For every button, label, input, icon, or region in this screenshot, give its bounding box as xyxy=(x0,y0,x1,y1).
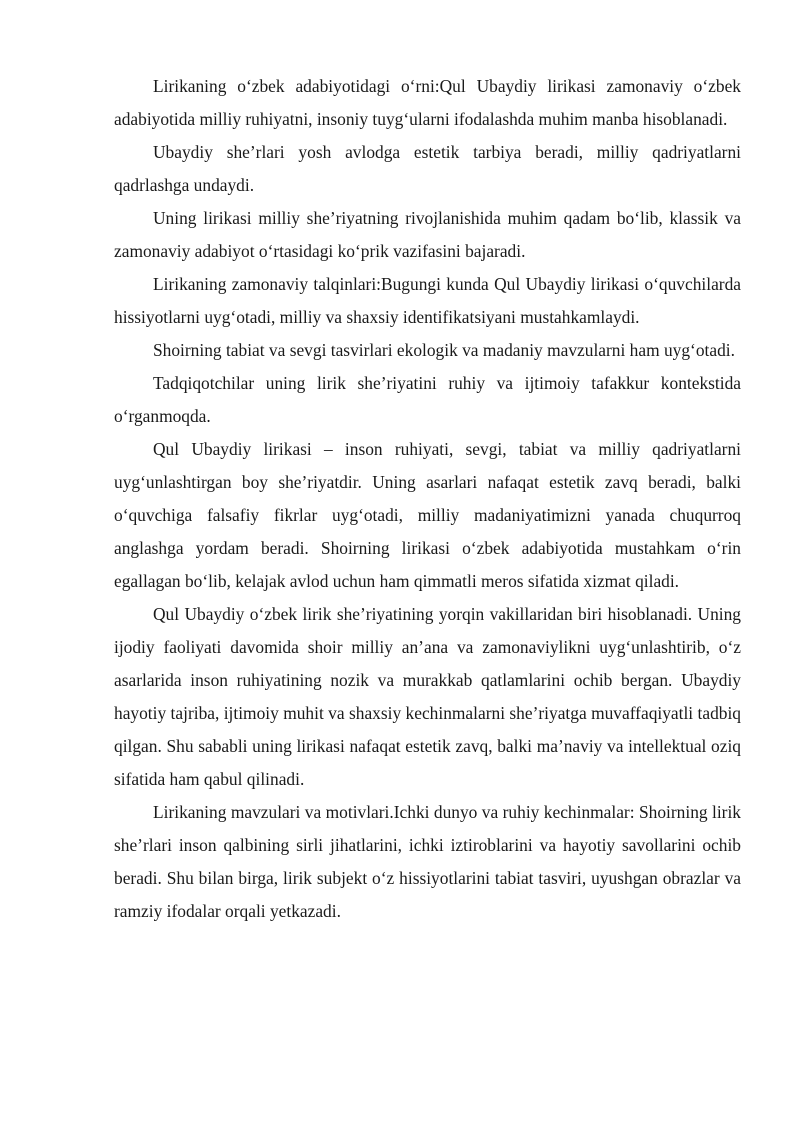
document-page xyxy=(114,70,741,928)
paragraph-1: Lirikaning o‘zbek adabiyotidagi o‘rni:Qul Ubaydiy lirikasi zamonaviy o‘zbek adabiyotida milliy ruhiyatni, insoniy tuyg‘ularni ifodalashda muhim manba hisoblanadi. xyxy=(114,76,741,129)
paragraph-4: Lirikaning zamonaviy talqinlari:Bugungi kunda Qul Ubaydiy lirikasi o‘quvchilarda hissiyotlarni uyg‘otadi, milliy va shaxsiy identifikatsiyani mustahkamlaydi. xyxy=(114,274,741,327)
paragraph-8: Qul Ubaydiy o‘zbek lirik she’riyatining yorqin vakillaridan biri hisoblanadi. Uning ijodiy faoliyati davomida shoir milliy an’ana va zamonaviylikni uyg‘unlashtirib, o‘z asarlarida inson ruhiyatining nozik va murakkab qatlamlarini ochib bergan. Ubaydiy hayotiy tajriba, ijtimoiy muhit va shaxsiy kechinmalarni she’riyatga muvaffaqiyatli tadbiq qilgan. Shu sababli uning lirikasi nafaqat estetik zavq, balki ma’naviy va intellektual oziq sifatida ham qabul qilinadi. xyxy=(114,604,741,789)
paragraph-2: Ubaydiy she’rlari yosh avlodga estetik tarbiya beradi, milliy qadriyatlarni qadrlashga undaydi. xyxy=(114,142,741,195)
paragraph-5: Shoirning tabiat va sevgi tasvirlari ekologik va madaniy mavzularni ham uyg‘otadi. xyxy=(153,340,735,360)
paragraph-7: Qul Ubaydiy lirikasi – inson ruhiyati, sevgi, tabiat va milliy qadriyatlarni uyg‘unlashtirgan boy she’riyatdir. Uning asarlari nafaqat estetik zavq beradi, balki o‘quvchiga falsafiy fikrlar uyg‘otadi, milliy madaniyatimizni yanada chuqurroq anglashga yordam beradi. Shoirning lirikasi o‘zbek adabiyotida mustahkam o‘rin egallagan bo‘lib, kelajak avlod uchun ham qimmatli meros sifatida xizmat qiladi. xyxy=(114,439,741,591)
paragraph-6: Tadqiqotchilar uning lirik she’riyatini ruhiy va ijtimoiy tafakkur kontekstida o‘rganmoqda. xyxy=(114,373,741,426)
paragraph-3: Uning lirikasi milliy she’riyatning rivojlanishida muhim qadam bo‘lib, klassik va zamonaviy adabiyot o‘rtasidagi ko‘prik vazifasini bajaradi. xyxy=(114,208,741,261)
paragraph-9: Lirikaning mavzulari va motivlari.Ichki dunyo va ruhiy kechinmalar: Shoirning lirik she’rlari inson qalbining sirli jihatlarini, ichki iztiroblarini va hayotiy savollarini ochib beradi. Shu bilan birga, lirik subjekt o‘z hissiyotlarini tabiat tasviri, uyushgan obrazlar va ramziy ifodalar orqali yetkazadi. xyxy=(114,802,741,921)
